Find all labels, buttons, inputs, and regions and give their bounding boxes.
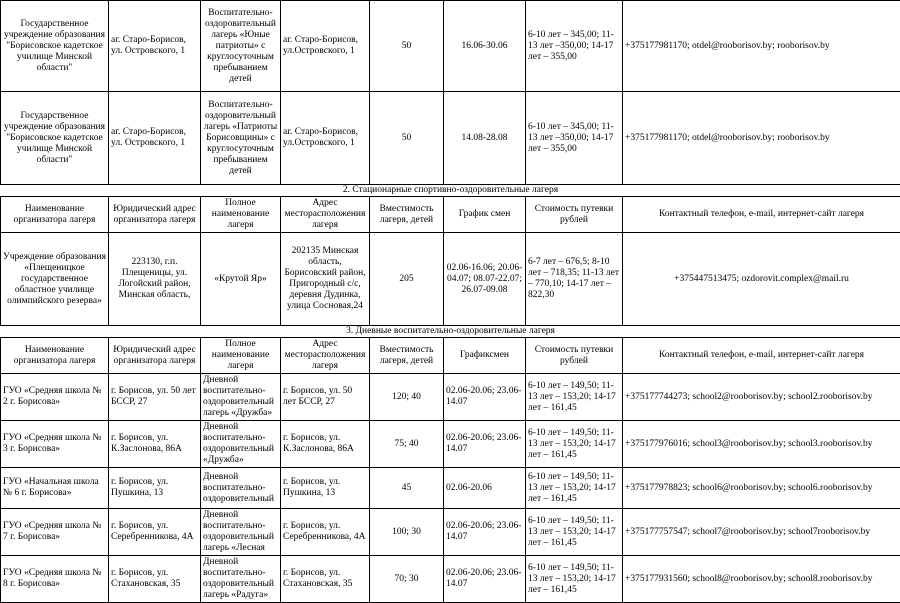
schedule-cell: 02.06-20.06: [444, 468, 526, 509]
legal-address-cell: г. Борисов, ул. 50 лет БССР, 27: [109, 374, 201, 421]
location-cell: 202135 Минская область, Борисовский район, Пригородный с/с, деревня Дудинка, улица Сосновая,24: [281, 233, 370, 326]
table-row: [1, 509, 900, 556]
camp-name-cell: Дневной воспитательно-оздоровительный лагерь «Радуга»: [201, 556, 281, 603]
location-cell: г. Борисов, ул. 50 лет БССР, 27: [281, 374, 370, 421]
camp-name-cell: Дневной воспитательно-оздоровительный лагерь «Лесная: [201, 509, 281, 556]
column-header: Вместимость лагеря, детей: [370, 338, 444, 374]
table-row: [1, 556, 900, 603]
org-cell: Учреждение образования «Плещеницкое государственное областное училище олимпийского резерва»: [1, 233, 109, 326]
legal-address-cell: аг. Старо-Борисов, ул. Островского, 1: [109, 1, 201, 92]
contact-cell: +375177931560; school8@rooborisov.by; school8.rooborisov.by: [623, 556, 900, 603]
location-cell: г. Борисов, ул. Серебренникова, 4А: [281, 509, 370, 556]
location-cell: аг. Старо-Борисов, ул.Островского, 1: [281, 92, 370, 185]
legal-address-cell: г. Борисов, ул. К.Заслонова, 86А: [109, 421, 201, 468]
org-cell: ГУО «Средняя школа № 8 г. Борисова»: [1, 556, 109, 603]
column-header: Юридический адрес организатора лагеря: [109, 338, 201, 374]
schedule-cell: 14.08-28.08: [444, 92, 526, 185]
capacity-cell: 50: [370, 1, 444, 92]
location-cell: г. Борисов, ул. К.Заслонова, 86А: [281, 421, 370, 468]
capacity-cell: 75; 40: [370, 421, 444, 468]
location-cell: аг. Старо-Борисов, ул.Островского, 1: [281, 1, 370, 92]
contact-cell: +375177981170; otdel@rooborisov.by; rooborisov.by: [623, 1, 900, 92]
legal-address-cell: аг. Старо-Борисов, ул. Островского, 1: [109, 92, 201, 185]
column-header: Контактный телефон, e-mail, интернет-сайт лагеря: [623, 338, 900, 374]
price-cell: 6-10 лет – 149,50; 11-13 лет – 153,20; 14-17 лет – 161,45: [526, 468, 623, 509]
camp-name-cell: Воспитательно-оздоровительный лагерь «Патриоты Борисовщины» с круглосуточным пребыванием детей: [201, 92, 281, 185]
camp-name-cell: Дневной воспитательно-оздоровительный лагерь «Дружба»: [201, 374, 281, 421]
table-row: [1, 374, 900, 421]
org-cell: ГУО «Средняя школа № 3 г. Борисова»: [1, 421, 109, 468]
column-header: Адрес месторасположения лагеря: [281, 338, 370, 374]
table-row: [1, 421, 900, 468]
legal-address-cell: г. Борисов, ул. Серебренникова, 4А: [109, 509, 201, 556]
schedule-cell: 02.06-20.06; 23.06-14.07: [444, 509, 526, 556]
table-row: [1, 468, 900, 509]
section-title-row: [1, 326, 900, 338]
org-cell: Государственное учреждение образования "Борисовское кадетское училище Минской области": [1, 1, 109, 92]
column-header: Адрес месторасположения лагеря: [281, 197, 370, 233]
schedule-cell: 02.06-20.06; 23.06-14.07: [444, 556, 526, 603]
capacity-cell: 70; 30: [370, 556, 444, 603]
capacity-cell: 45: [370, 468, 444, 509]
location-cell: г. Борисов, ул. Стахановская, 35: [281, 556, 370, 603]
column-header: Юридический адрес организатора лагеря: [109, 197, 201, 233]
camp-name-cell: Воспитательно-оздоровительный лагерь «Юные патриоты» с круглосуточным пребыванием детей: [201, 1, 281, 92]
column-header: Стоимость путевки рублей: [526, 197, 623, 233]
legal-address-cell: 223130, г.п. Плещеницы, ул. Логойский район, Минская область,: [109, 233, 201, 326]
header-row: [1, 197, 900, 233]
schedule-cell: 16.06-30.06: [444, 1, 526, 92]
price-cell: 6-10 лет – 345,00; 11-13 лет –350,00; 14-17 лет – 355,00: [526, 92, 623, 185]
capacity-cell: 50: [370, 92, 444, 185]
org-cell: Государственное учреждение образования "Борисовское кадетское училище Минской области": [1, 92, 109, 185]
price-cell: 6-10 лет – 149,50; 11-13 лет – 153,20; 14-17 лет – 161,45: [526, 556, 623, 603]
camp-name-cell: Дневной воспитательно-оздоровительный «Дружба»: [201, 421, 281, 468]
contact-cell: +375177981170; otdel@rooborisov.by; rooborisov.by: [623, 92, 900, 185]
table-row: [1, 92, 900, 185]
location-cell: г. Борисов, ул. Пушкина, 13: [281, 468, 370, 509]
legal-address-cell: г. Борисов, ул. Пушкина, 13: [109, 468, 201, 509]
org-cell: ГУО «Начальная школа № 6 г. Борисова»: [1, 468, 109, 509]
price-cell: 6-10 лет – 345,00; 11-13 лет –350,00; 14-17 лет – 355,00: [526, 1, 623, 92]
column-header: Полное наименование лагеря: [201, 197, 281, 233]
column-header: Вместимость лагеря, детей: [370, 197, 444, 233]
column-header: Полное наименование лагеря: [201, 338, 281, 374]
section-title: 2. Стационарные спортивно-оздоровительные лагеря: [1, 185, 900, 197]
contact-cell: +375177978823; school6@rooborisov.by; school6.rooborisov.by: [623, 468, 900, 509]
price-cell: 6-10 лет – 149,50; 11-13 лет – 153,20; 14-17 лет – 161,45: [526, 509, 623, 556]
column-header: Наименование организатора лагеря: [1, 197, 109, 233]
table-row: [1, 1, 900, 92]
org-cell: ГУО «Средняя школа № 2 г. Борисова»: [1, 374, 109, 421]
column-header: Стоимость путевки рублей: [526, 338, 623, 374]
capacity-cell: 100; 30: [370, 509, 444, 556]
contact-cell: +375177976016; school3@rooborisov.by; school3.rooborisov.by: [623, 421, 900, 468]
column-header: График смен: [444, 197, 526, 233]
price-cell: 6-7 лет – 676,5; 8-10 лет – 718,35; 11-13 лет – 770,10; 14-17 лет – 822,30: [526, 233, 623, 326]
section-title-row: [1, 185, 900, 197]
contact-cell: +375447513475; ozdorovit.complex@mail.ru: [623, 233, 900, 326]
org-cell: ГУО «Средняя школа № 7 г. Борисова»: [1, 509, 109, 556]
schedule-cell: 02.06-16.06; 20.06-04.07; 08.07-22.07; 26.07-09.08: [444, 233, 526, 326]
section-title: 3. Дневные воспитательно-оздоровительные лагеря: [1, 326, 900, 338]
contact-cell: +375177744273; school2@rooborisov.by; school2.rooborisov.by: [623, 374, 900, 421]
camp-name-cell: Дневной воспитательно-оздоровительный: [201, 468, 281, 509]
contact-cell: +375177757547; school7@rooborisov.by; school7rooborisov.by: [623, 509, 900, 556]
column-header: Контактный телефон, e-mail, интернет-сайт лагеря: [623, 197, 900, 233]
column-header: Наименование организатора лагеря: [1, 338, 109, 374]
schedule-cell: 02.06-20.06; 23.06-14.07: [444, 374, 526, 421]
legal-address-cell: г. Борисов, ул. Стахановская, 35: [109, 556, 201, 603]
price-cell: 6-10 лет – 149,50; 11-13 лет – 153,20; 14-17 лет – 161,45: [526, 374, 623, 421]
camp-name-cell: «Крутой Яр»: [201, 233, 281, 326]
header-row: [1, 338, 900, 374]
price-cell: 6-10 лет – 149,50; 11-13 лет – 153,20; 14-17 лет – 161,45: [526, 421, 623, 468]
capacity-cell: 120; 40: [370, 374, 444, 421]
schedule-cell: 02.06-20.06; 23.06-14.07: [444, 421, 526, 468]
table-row: [1, 233, 900, 326]
column-header: Графиксмен: [444, 338, 526, 374]
capacity-cell: 205: [370, 233, 444, 326]
